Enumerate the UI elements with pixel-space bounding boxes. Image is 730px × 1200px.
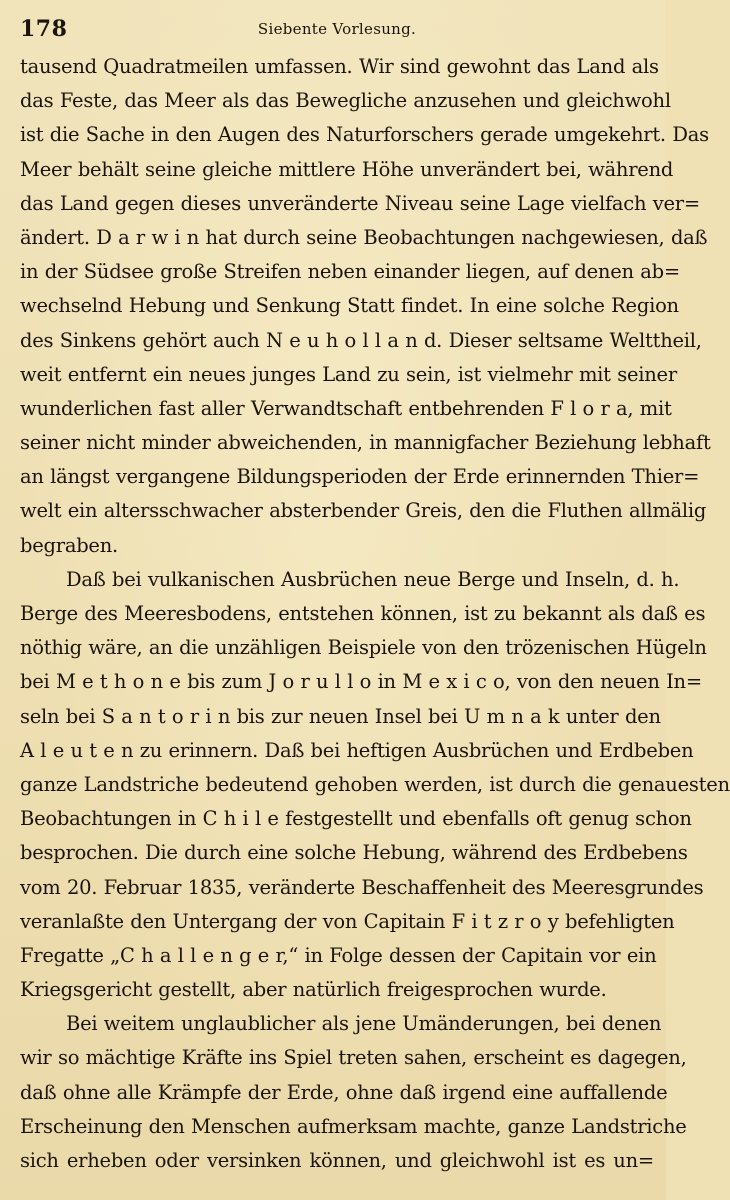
text-line: veranlaßte den Untergang der von Capitain F i t z r o y befehligten — [20, 909, 675, 933]
text-line: ganze Landstriche bedeutend gehoben werden, ist durch die genauesten — [20, 772, 730, 796]
text-line: besprochen. Die durch eine solche Hebung, während des Erdbebens — [20, 841, 688, 865]
text-line: bei M e t h o n e bis zum J o r u l l o in M e x i c o, von den neuen In= — [20, 670, 702, 694]
page-number: 178 — [20, 16, 68, 42]
text-line: begraben. — [20, 533, 118, 557]
text-line: in der Südsee große Streifen neben einander liegen, auf denen ab= — [20, 260, 680, 284]
text-line: Meer behält seine gleiche mittlere Höhe unverändert bei, während — [20, 157, 674, 181]
text-line: wunderlichen fast aller Verwandtschaft entbehrenden F l o r a, mit — [20, 396, 672, 420]
text-line: des Sinkens gehört auch N e u h o l l a n d. Dieser seltsame Welttheil, — [20, 328, 702, 352]
text-line: vom 20. Februar 1835, veränderte Beschaffenheit des Meeresgrundes — [20, 875, 704, 899]
text-line: an längst vergangene Bildungsperioden der Erde erinnernden Thier= — [20, 465, 700, 489]
text-line: seiner nicht minder abweichenden, in mannigfacher Beziehung lebhaft — [20, 431, 711, 455]
running-head: Siebente Vorlesung. — [257, 20, 417, 38]
text-line: seln bei S a n t o r i n bis zur neuen Insel bei U m n a k unter den — [20, 704, 661, 728]
text-line: weit entfernt ein neues junges Land zu sein, ist vielmehr mit seiner — [20, 362, 677, 386]
text-line: daß ohne alle Krämpfe der Erde, ohne daß irgend eine auffallende — [20, 1080, 668, 1104]
page-header — [20, 10, 654, 50]
body-text — [20, 50, 730, 1178]
text-line: Beobachtungen in C h i l e festgestellt und ebenfalls oft genug schon — [20, 807, 692, 831]
text-line: welt ein altersschwacher absterbender Greis, den die Fluthen allmälig — [20, 499, 707, 523]
text-line: wir so mächtige Kräfte ins Spiel treten sahen, erscheint es dagegen, — [20, 1046, 687, 1070]
paragraph-1 — [20, 50, 711, 563]
text-line: Erscheinung den Menschen aufmerksam machte, ganze Landstriche — [20, 1114, 687, 1138]
text-line: nöthig wäre, an die unzähligen Beispiele von den trözenischen Hügeln — [20, 636, 707, 660]
text-line: A l e u t e n zu erinnern. Daß bei heftigen Ausbrüchen und Erdbeben — [20, 738, 694, 762]
text-line: Berge des Meeresbodens, entstehen können, ist zu bekannt als daß es — [20, 602, 706, 625]
text-line: Bei weitem unglaublicher als jene Umänderungen, bei denen — [66, 1012, 662, 1036]
text-line: Fregatte „C h a l l e n g e r,“ in Folge dessen der Capitain vor ein — [20, 943, 657, 967]
text-line: tausend Quadratmeilen umfassen. Wir sind gewohnt das Land als — [20, 55, 659, 78]
text-line: das Feste, das Meer als das Bewegliche anzusehen und gleichwohl — [20, 89, 671, 113]
text-line: das Land gegen dieses unveränderte Niveau seine Lage vielfach ver= — [20, 191, 700, 215]
text-line: ist die Sache in den Augen des Naturforschers gerade umgekehrt. Das — [20, 123, 709, 147]
paragraph-2 — [20, 563, 730, 1007]
paragraph-3 — [20, 1007, 687, 1178]
text-line: wechselnd Hebung und Senkung Statt findet. In eine solche Region — [20, 294, 679, 318]
text-line: Daß bei vulkanischen Ausbrüchen neue Berge und Inseln, d. h. — [66, 567, 680, 591]
text-line: Kriegsgericht gestellt, aber natürlich freigesprochen wurde. — [20, 978, 607, 1002]
text-line: sich erheben oder versinken können, und gleichwohl ist es un= — [20, 1149, 654, 1172]
text-line: ändert. D a r w i n hat durch seine Beobachtungen nachgewiesen, daß — [20, 225, 708, 249]
